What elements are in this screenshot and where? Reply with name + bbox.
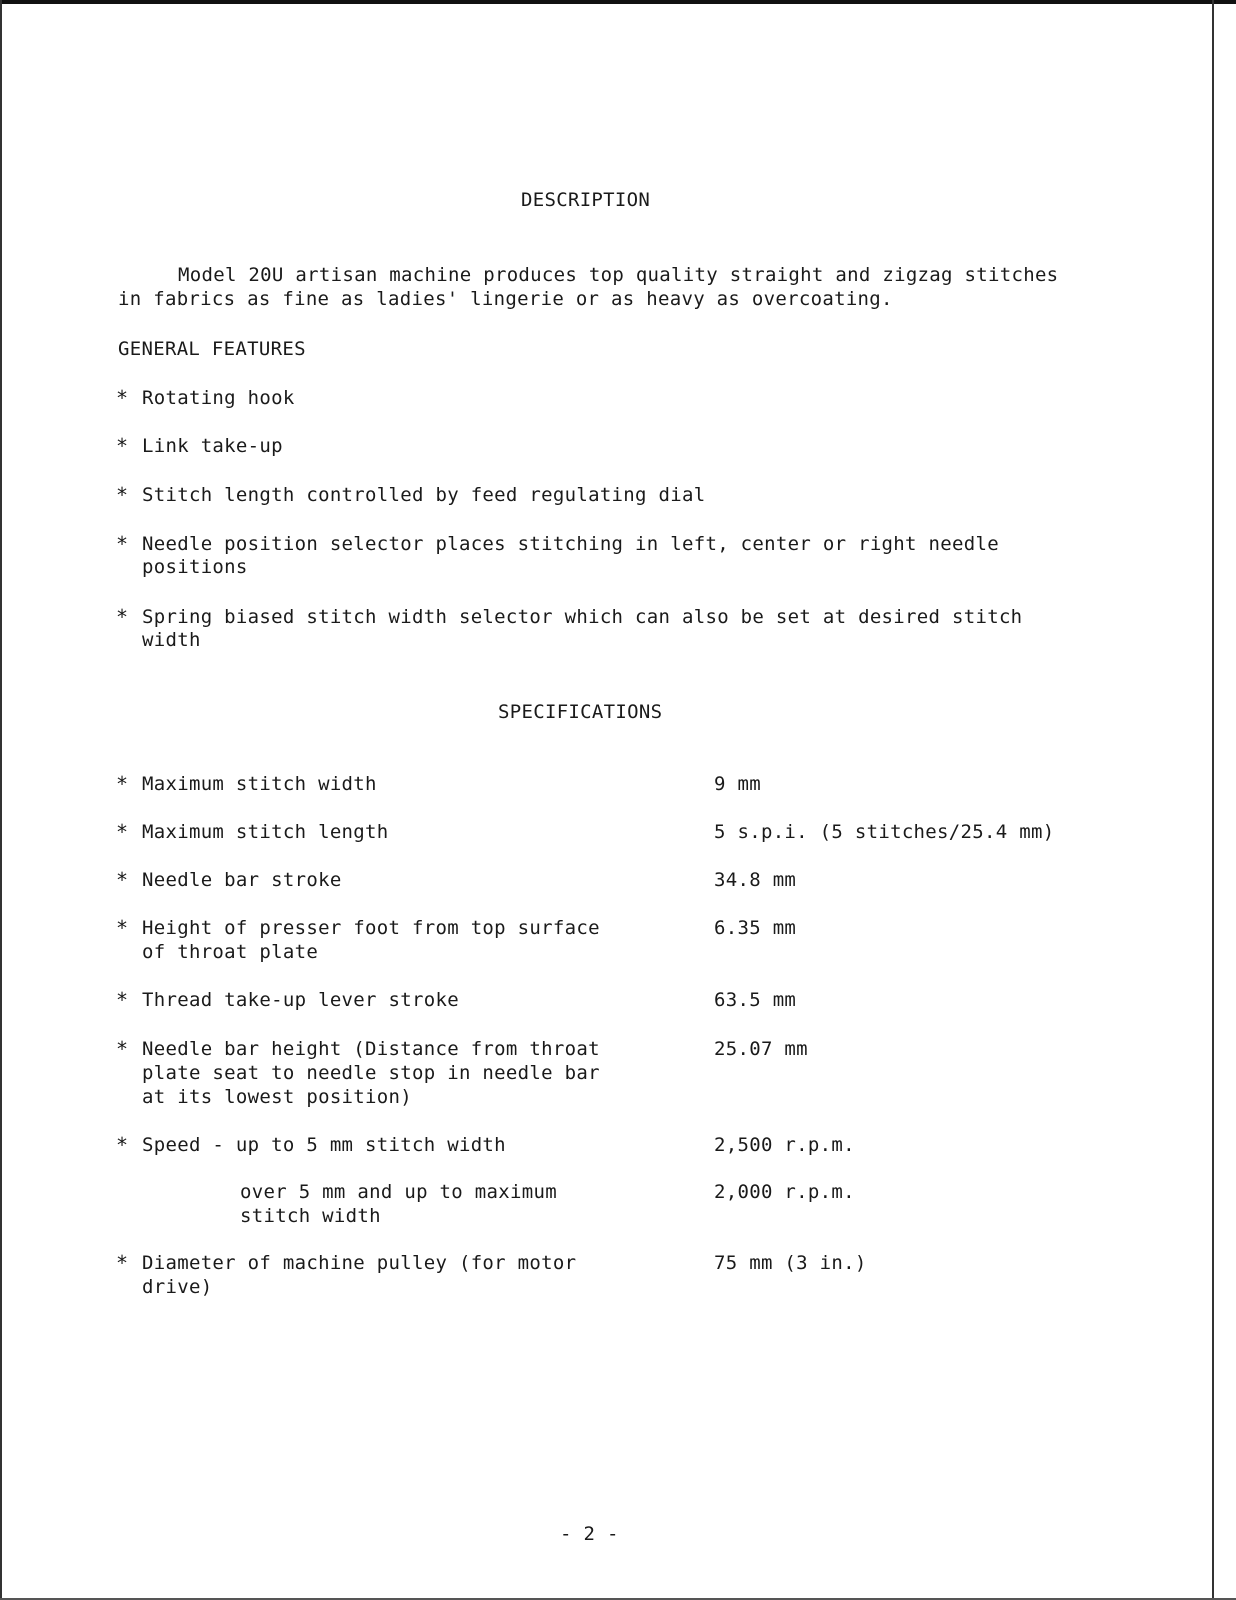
specifications-heading: SPECIFICATIONS [498, 701, 663, 723]
spec-label: Maximum stitch length [142, 821, 389, 843]
spec-value: 34.8 mm [714, 869, 797, 891]
bullet-marker: * [116, 772, 129, 796]
bullet-marker: * [116, 916, 129, 940]
spec-value: 63.5 mm [714, 989, 797, 1011]
scan-edge-right [1212, 0, 1214, 1600]
feature-text: Needle position selector places stitching in left, center or right needle [142, 533, 999, 555]
scan-edge-top [0, 0, 1236, 4]
bullet-marker: * [116, 386, 129, 410]
spec-label: Maximum stitch width [142, 773, 377, 795]
spec-value: 2,000 r.p.m. [714, 1181, 855, 1203]
feature-text-continued: width [142, 629, 201, 651]
bullet-marker: * [116, 988, 129, 1012]
bullet-marker: * [116, 1133, 129, 1157]
spec-value: 2,500 r.p.m. [714, 1134, 855, 1156]
feature-text: Spring biased stitch width selector which can also be set at desired stitch [142, 606, 1023, 628]
bullet-marker: * [116, 605, 129, 629]
feature-text: Rotating hook [142, 387, 295, 409]
spec-label: over 5 mm and up to maximum stitch width [240, 1181, 557, 1227]
page-number: - 2 - [560, 1523, 619, 1545]
spec-label: Height of presser foot from top surface of throat plate [142, 917, 600, 963]
feature-text-continued: positions [142, 556, 248, 578]
spec-value: 5 s.p.i. (5 stitches/25.4 mm) [714, 821, 1055, 843]
bullet-marker: * [116, 483, 129, 507]
spec-label: Thread take-up lever stroke [142, 989, 459, 1011]
bullet-marker: * [116, 1251, 129, 1275]
bullet-marker: * [116, 1037, 129, 1061]
bullet-marker: * [116, 434, 129, 458]
general-features-heading: GENERAL FEATURES [118, 338, 306, 360]
spec-label: Needle bar stroke [142, 869, 342, 891]
spec-label: Needle bar height (Distance from throat plate seat to needle stop in needle bar at its lowest position) [142, 1038, 600, 1108]
bullet-marker: * [116, 868, 129, 892]
spec-value: 75 mm (3 in.) [714, 1252, 867, 1274]
spec-value: 6.35 mm [714, 917, 797, 939]
description-heading: DESCRIPTION [521, 189, 651, 211]
scan-edge-left [0, 0, 2, 1600]
feature-text: Stitch length controlled by feed regulating dial [142, 484, 706, 506]
spec-value: 25.07 mm [714, 1038, 808, 1060]
feature-text: Link take-up [142, 435, 283, 457]
spec-label: Diameter of machine pulley (for motor drive) [142, 1252, 577, 1298]
bullet-marker: * [116, 532, 129, 556]
spec-value: 9 mm [714, 773, 761, 795]
bullet-marker: * [116, 820, 129, 844]
intro-line-1: Model 20U artisan machine produces top quality straight and zigzag stitches [178, 264, 1059, 286]
spec-label: Speed - up to 5 mm stitch width [142, 1134, 506, 1156]
intro-line-2: in fabrics as fine as ladies' lingerie or as heavy as overcoating. [118, 288, 893, 310]
